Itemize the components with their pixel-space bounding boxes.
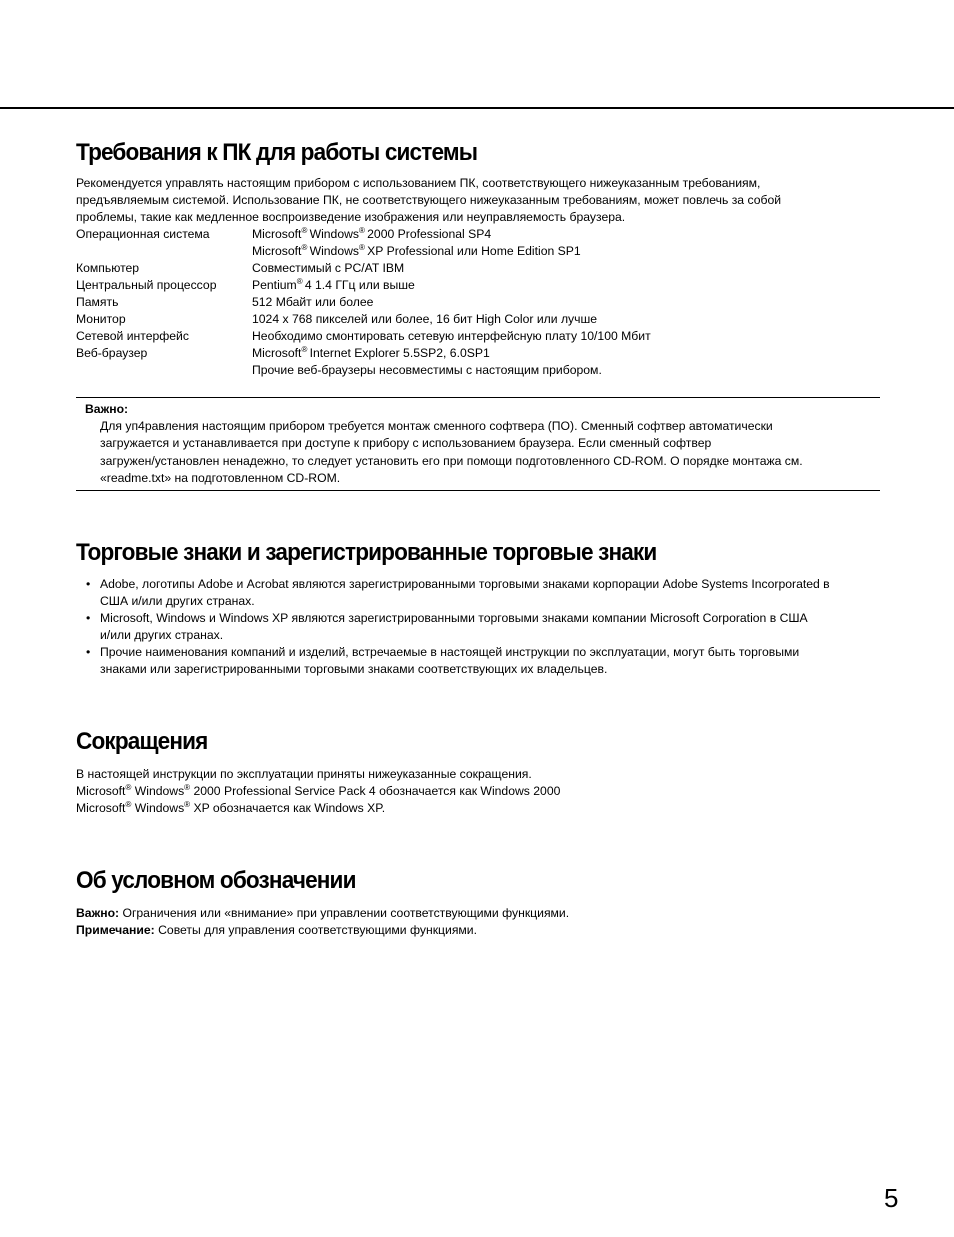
spec-value: 1024 x 768 пикселей или более, 16 бит High Color или лучше bbox=[252, 312, 598, 326]
spec-label: Центральный процессор bbox=[76, 278, 217, 292]
section-title-pc-requirements: Требования к ПК для работы системы bbox=[76, 139, 478, 166]
intro-line: проблемы, такие как медленное воспроизведение изображения или неуправляемость браузера. bbox=[76, 210, 626, 224]
spec-row-memory bbox=[76, 294, 651, 311]
abbr-line: Microsoft® Windows® 2000 Professional Service Pack 4 обозначается как Windows 2000 bbox=[76, 782, 561, 798]
spec-value: 512 Мбайт или более bbox=[252, 295, 374, 309]
spec-value: Совместимый с PC/AT IBM bbox=[252, 261, 405, 275]
spec-row-monitor bbox=[76, 311, 651, 328]
spec-row-os bbox=[76, 226, 651, 243]
section-title-conventions: Об условном обозначении bbox=[76, 867, 356, 894]
spec-row-os-alt bbox=[76, 243, 651, 260]
list-item: • Adobe, логотипы Adobe и Acrobat являются зарегистрированными торговыми знаками корпорации Adobe Systems Incorporated в США и/или других странах. bbox=[86, 577, 830, 608]
spec-row-network bbox=[76, 328, 651, 345]
requirements-table bbox=[76, 226, 651, 379]
spec-row-browser bbox=[76, 345, 651, 362]
intro-line: Рекомендуется управлять настоящим прибором с использованием ПК, соответствующего нижеуказанным требованиям, bbox=[76, 176, 761, 190]
spec-label: Монитор bbox=[76, 312, 126, 326]
note-line: загружается и устанавливается при доступе к прибору с использованием браузера. Если сменный софтвер bbox=[100, 436, 712, 451]
abbr-line: Microsoft® Windows® XP обозначается как Windows XP. bbox=[76, 799, 386, 815]
spec-label: Веб-браузер bbox=[76, 346, 148, 360]
spec-value: Pentium® 4 1.4 ГГц или выше bbox=[252, 276, 415, 292]
intro-line: предъявляемым системой. Использование ПК, не соответствующего нижеуказанным требованиям, может повлечь за собой bbox=[76, 193, 782, 207]
trademarks-list bbox=[86, 576, 886, 678]
page-number: 5 bbox=[884, 1183, 899, 1213]
section-title-abbreviations: Сокращения bbox=[76, 728, 208, 755]
spec-value: Прочие веб-браузеры несовместимы с настоящим прибором. bbox=[252, 363, 602, 377]
note-line: загружен/установлен ненадежно, то следует установить его при помощи подготовленного CD-ROM. О порядке монтажа см. bbox=[100, 453, 803, 468]
spec-row-computer bbox=[76, 260, 651, 277]
abbr-line: В настоящей инструкции по эксплуатации приняты нижеуказанные сокращения. bbox=[76, 767, 532, 781]
section-title-trademarks: Торговые знаки и зарегистрированные торговые знаки bbox=[76, 539, 657, 566]
spec-label: Память bbox=[76, 295, 119, 309]
spec-value: Microsoft® Windows® 2000 Professional SP4 bbox=[252, 225, 492, 241]
top-rule bbox=[0, 107, 954, 109]
spec-value: Microsoft® Windows® XP Professional или Home Edition SP1 bbox=[252, 242, 581, 258]
note-line: Для уп4равления настоящим прибором требуется монтаж сменного софтвера (ПО). Сменный софтвер автоматически bbox=[100, 419, 773, 433]
spec-value: Необходимо смонтировать сетевую интерфейсную плату 10/100 Мбит bbox=[252, 329, 651, 343]
bullet-icon: • bbox=[86, 611, 91, 625]
important-note-title: Важно: bbox=[85, 402, 129, 416]
note-line: «readme.txt» на подготовленном CD-ROM. bbox=[100, 470, 341, 485]
spec-label bbox=[76, 243, 252, 260]
important-note-box bbox=[76, 397, 880, 491]
convention-note: Примечание: Советы для управления соответствующими функциями. bbox=[76, 923, 477, 937]
spec-label: Компьютер bbox=[76, 261, 140, 275]
spec-label: Сетевой интерфейс bbox=[76, 329, 189, 343]
spec-label bbox=[76, 362, 252, 379]
convention-important: Важно: Ограничения или «внимание» при управлении соответствующими функциями. bbox=[76, 906, 570, 920]
bullet-icon: • bbox=[86, 645, 91, 659]
list-item: • Прочие наименования компаний и изделий, встречаемые в настоящей инструкции по эксплуатации, могут быть торговыми знаками или зарегистрированными торговыми знаками соответствующих их владельцев. bbox=[86, 645, 800, 676]
pc-requirements-intro bbox=[76, 175, 876, 226]
list-item: • Microsoft, Windows и Windows XP являются зарегистрированными торговыми знаками компании Microsoft Corporation в США и/или других странах. bbox=[86, 611, 808, 642]
spec-row-cpu bbox=[76, 277, 651, 294]
conventions-text bbox=[76, 905, 876, 939]
important-note-text bbox=[100, 418, 803, 487]
spec-label: Операционная система bbox=[76, 227, 210, 241]
bullet-icon: • bbox=[86, 577, 91, 591]
spec-row-browser-note bbox=[76, 362, 651, 379]
abbreviations-text bbox=[76, 766, 876, 817]
spec-value: Microsoft® Internet Explorer 5.5SP2, 6.0SP1 bbox=[252, 344, 490, 360]
